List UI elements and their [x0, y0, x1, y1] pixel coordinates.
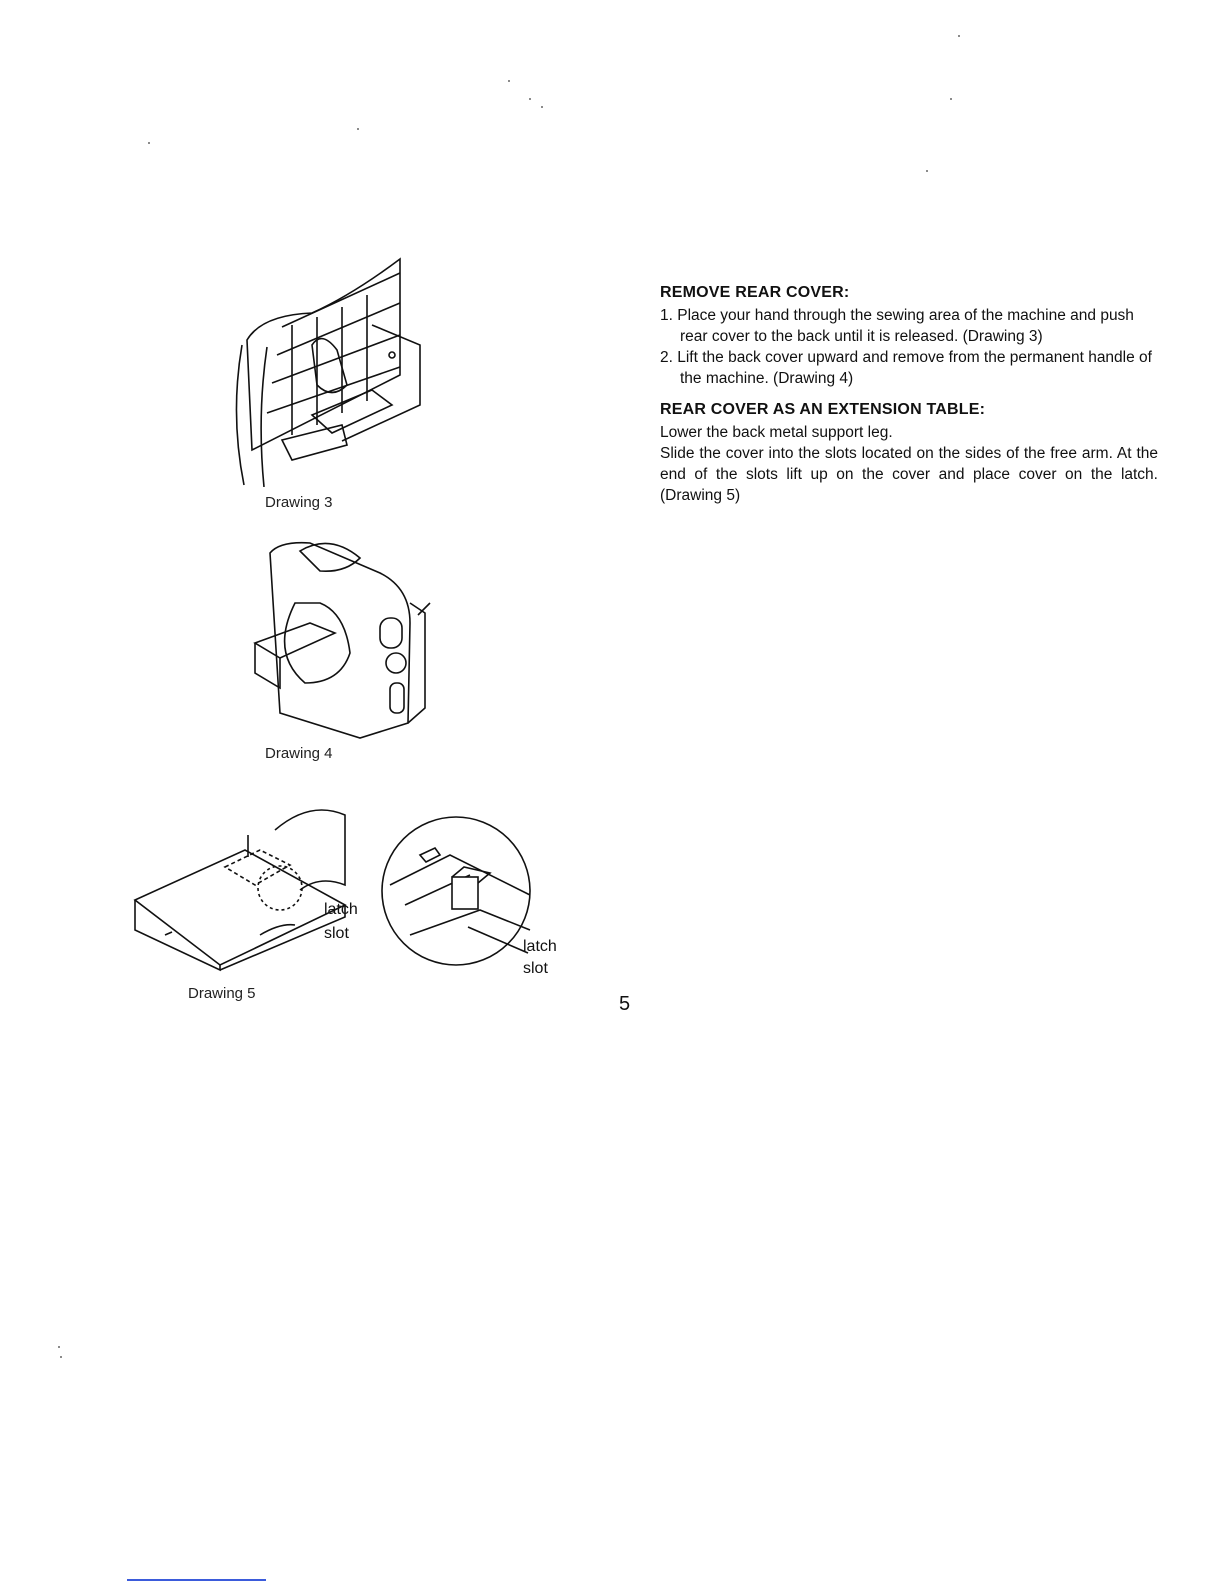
instructions-column	[660, 284, 1158, 506]
remove-rear-cover-heading: REMOVE REAR COVER:	[660, 284, 850, 301]
drawing-5-illustration	[130, 795, 360, 975]
list-item: 2. Lift the back cover upward and remove from the permanent handle of the machine. (Drawing 4)	[660, 349, 1152, 387]
drawing-3-caption: Drawing 3	[265, 494, 333, 511]
extension-line-2: Slide the cover into the slots located on the sides of the free arm. At the end of the slots lift up on the cover and place cover on the latch. (Drawing 5)	[660, 445, 1158, 504]
drawing-5-caption: Drawing 5	[188, 985, 256, 1002]
drawing-4-caption: Drawing 4	[265, 745, 333, 762]
latch-label-left: latch	[324, 901, 358, 918]
list-item: 1. Place your hand through the sewing area of the machine and push rear cover to the back until it is released. (Drawing 3)	[660, 307, 1134, 345]
page-number: 5	[619, 993, 631, 1015]
latch-label-right: latch	[523, 938, 557, 955]
slot-label-left: slot	[324, 925, 349, 942]
drawing-4-illustration	[250, 533, 435, 743]
extension-line-1: Lower the back metal support leg.	[660, 424, 893, 441]
slot-label-right: slot	[523, 960, 548, 977]
remove-steps-list	[660, 305, 1158, 389]
extension-table-heading: REAR COVER AS AN EXTENSION TABLE:	[660, 401, 986, 418]
bottom-edge-line	[127, 1579, 266, 1581]
drawing-3-illustration	[222, 255, 427, 487]
